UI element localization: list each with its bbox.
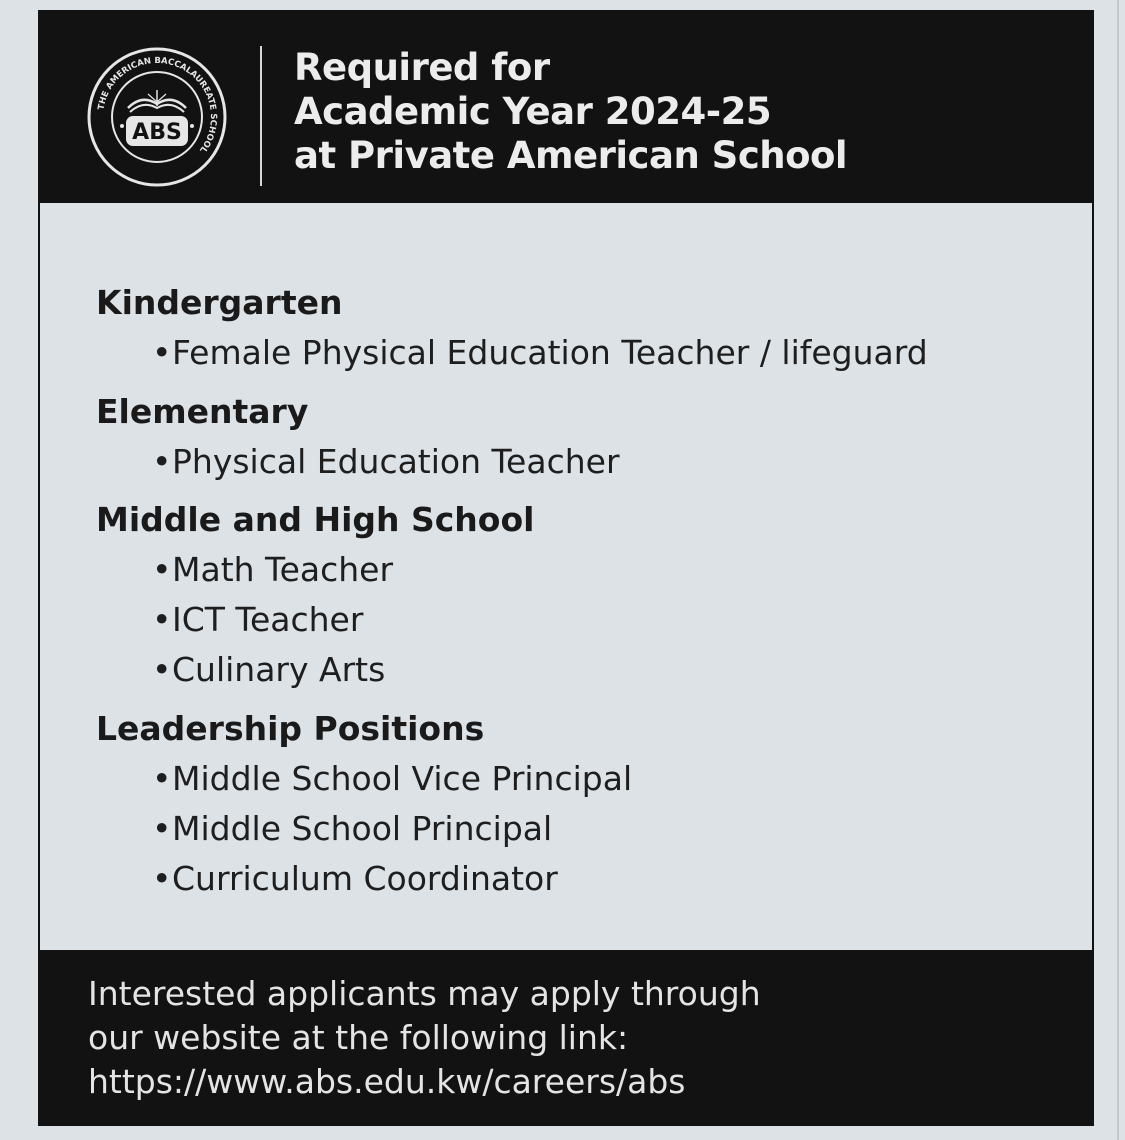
position-label: Culinary Arts	[172, 650, 386, 689]
bullet: •	[152, 600, 172, 639]
header-divider	[260, 46, 262, 186]
section-middle-high-school	[96, 495, 1076, 695]
section-elementary	[96, 387, 1076, 487]
footer-band	[38, 950, 1094, 1126]
position-label: Middle School Vice Principal	[172, 759, 633, 798]
bullet: •	[152, 550, 172, 589]
footer-line-1: Interested applicants may apply through	[88, 974, 761, 1013]
footer-line-2: our website at the following link:	[88, 1018, 629, 1057]
title-line-1: Required for	[294, 46, 550, 89]
position-item	[96, 545, 1076, 595]
position-label: Math Teacher	[172, 550, 394, 589]
position-item	[96, 437, 1076, 487]
position-label: ICT Teacher	[172, 600, 364, 639]
section-kindergarten	[96, 278, 1076, 378]
section-heading: Kindergarten	[96, 283, 343, 322]
job-advertisement	[38, 10, 1094, 1126]
footer-text	[88, 972, 761, 1104]
title-line-2: Academic Year 2024-25	[294, 90, 772, 133]
logo-abs-text: ABS	[132, 120, 182, 145]
position-label: Female Physical Education Teacher / lifeguard	[172, 333, 928, 372]
position-item	[96, 595, 1076, 645]
bullet: •	[152, 650, 172, 689]
bullet: •	[152, 859, 172, 898]
section-heading: Middle and High School	[96, 500, 535, 539]
section-heading: Leadership Positions	[96, 709, 485, 748]
bullet: •	[152, 442, 172, 481]
section-leadership	[96, 704, 1076, 904]
position-label: Curriculum Coordinator	[172, 859, 558, 898]
logo-ring-text: THE AMERICAN BACCALAUREATE SCHOOL	[96, 55, 219, 155]
positions-panel	[40, 203, 1092, 950]
careers-link[interactable]: https://www.abs.edu.kw/careers/abs	[88, 1062, 686, 1101]
bullet: •	[152, 333, 172, 372]
position-item	[96, 645, 1076, 695]
bullet: •	[152, 809, 172, 848]
position-item	[96, 854, 1076, 904]
position-label: Physical Education Teacher	[172, 442, 620, 481]
position-item	[96, 328, 1076, 378]
header-title	[294, 46, 1074, 178]
position-item	[96, 754, 1076, 804]
abs-seal-icon	[86, 46, 228, 188]
position-label: Middle School Principal	[172, 809, 553, 848]
bullet: •	[152, 759, 172, 798]
page-edge	[1117, 0, 1119, 1140]
header-band	[38, 10, 1094, 203]
section-heading: Elementary	[96, 392, 309, 431]
abs-logo	[86, 46, 228, 188]
position-item	[96, 804, 1076, 854]
title-line-3: at Private American School	[294, 134, 848, 177]
